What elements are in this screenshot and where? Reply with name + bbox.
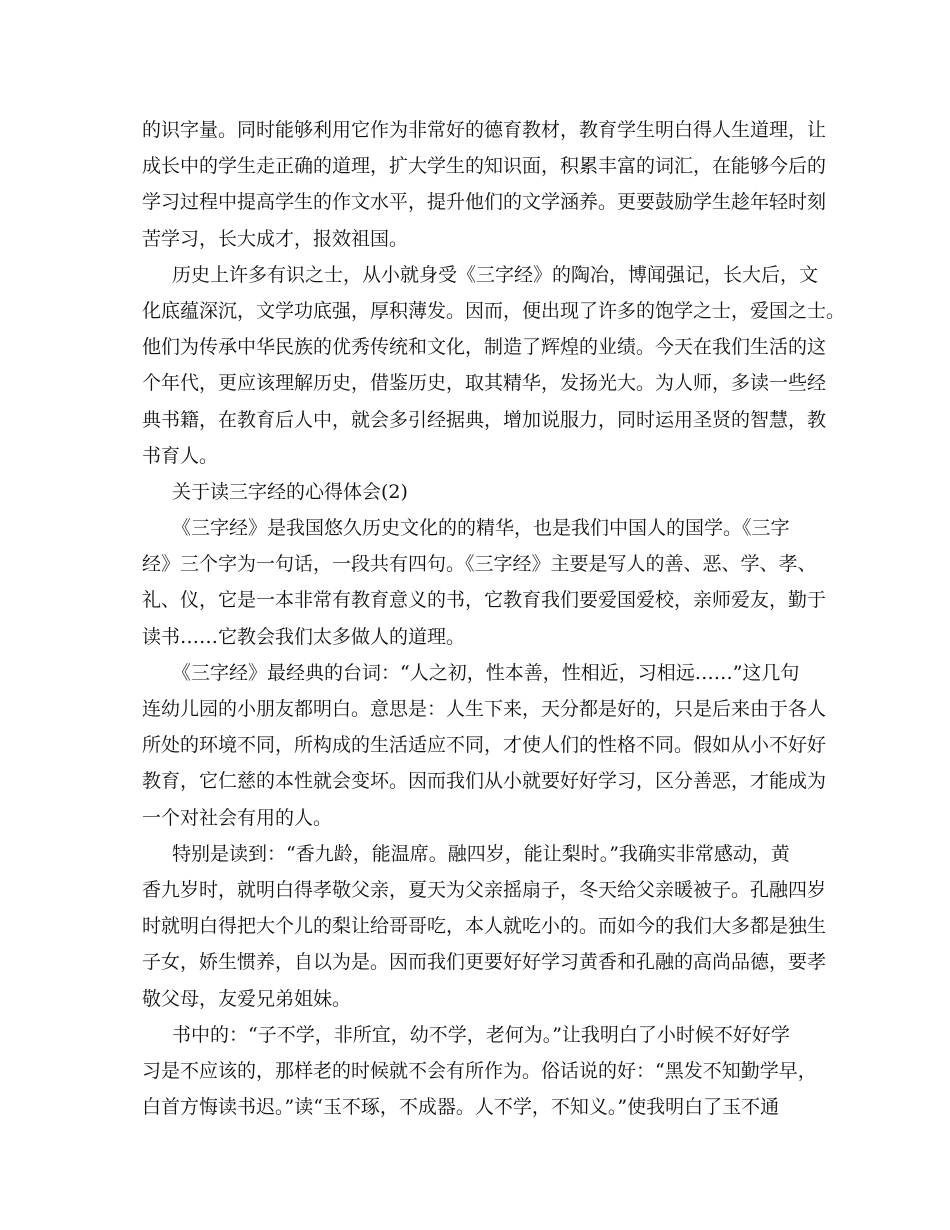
text-line: 教育，它仁慈的本性就会变坏。因而我们从小就要好好学习，区分善恶，才能成为 (142, 770, 827, 793)
text-line: 一个对社会有用的人。 (142, 806, 333, 829)
text-line: 化底蕴深沉，文学功底强，厚积薄发。因而，便出现了许多的饱学之士，爱国之士。 (142, 299, 846, 322)
text-line: 敬父母，友爱兄弟姐妹。 (142, 987, 352, 1010)
text-line: 子女，娇生惯养，自以为是。因而我们更要好好学习黄香和孔融的高尚品德，要孝 (142, 951, 827, 974)
text-line: 经》三个字为一句话，一段共有四句。《三字经》主要是写人的善、恶、学、孝、 (142, 553, 817, 576)
text-line: 苦学习，长大成才，报效祖国。 (142, 227, 409, 250)
text-line: 的识字量。同时能够利用它作为非常好的德育教材，教育学生明白得人生道理，让 (142, 119, 827, 141)
text-line: 成长中的学生走正确的道理，扩大学生的知识面，积累丰富的词汇，在能够今后的 (142, 155, 827, 178)
text-line: 个年代，更应该理解历史，借鉴历史，取其精华，发扬光大。为人师，多读一些经 (142, 372, 827, 395)
text-line: 《三字经》是我国悠久历史文化的的精华，也是我们中国人的国学。《三字 (172, 517, 790, 540)
text-line: 特别是读到：“香九龄，能温席。融四岁，能让梨时。”我确实非常感动，黄 (172, 842, 790, 865)
text-line: 《三字经》最经典的台词：“人之初，性本善，性相近，习相远……”这几句 (172, 661, 800, 684)
text-line: 典书籍，在教育后人中，就会多引经据典，增加说服力，同时运用圣贤的智慧，教 (142, 408, 827, 431)
text-line: 书中的：“子不学，非所宜，幼不学，老何为。”让我明白了小时候不好好学 (172, 1023, 790, 1046)
text-line: 历史上许多有识之士，从小就身受《三字经》的陶冶，博闻强记，长大后，文 (172, 263, 819, 286)
text-line: 关于读三字经的心得体会(2) (172, 480, 408, 503)
text-line: 白首方悔读书迟。”读“玉不琢，不成器。人不学，不知义。”使我明白了玉不通 (142, 1096, 780, 1119)
text-line: 香九岁时，就明白得孝敬父亲，夏天为父亲摇扇子，冬天给父亲暖被子。孔融四岁 (142, 878, 827, 901)
text-line: 学习过程中提高学生的作文水平，提升他们的文学涵养。更要鼓励学生趁年轻时刻 (142, 191, 827, 214)
body-text (142, 112, 846, 1125)
text-line: 礼、仪，它是一本非常有教育意义的书，它教育我们要爱国爱校，亲师爱友，勤于 (142, 589, 827, 612)
text-line: 他们为传承中华民族的优秀传统和文化，制造了辉煌的业绩。今天在我们生活的这 (142, 336, 827, 359)
text-line: 所处的环境不同，所构成的生活适应不同，才使人们的性格不同。假如从小不好好 (142, 734, 827, 757)
text-line: 书育人。 (142, 444, 219, 467)
text-line: 时就明白得把大个儿的梨让给哥哥吃，本人就吃小的。而如今的我们大多都是独生 (142, 915, 827, 938)
text-line: 连幼儿园的小朋友都明白。意思是：人生下来，天分都是好的，只是后来由于各人 (142, 698, 827, 720)
text-line: 读书……它教会我们太多做人的道理。 (142, 625, 466, 648)
text-line: 习是不应该的，那样老的时候就不会有所作为。俗话说的好：“黑发不知勤学早， (142, 1059, 817, 1082)
